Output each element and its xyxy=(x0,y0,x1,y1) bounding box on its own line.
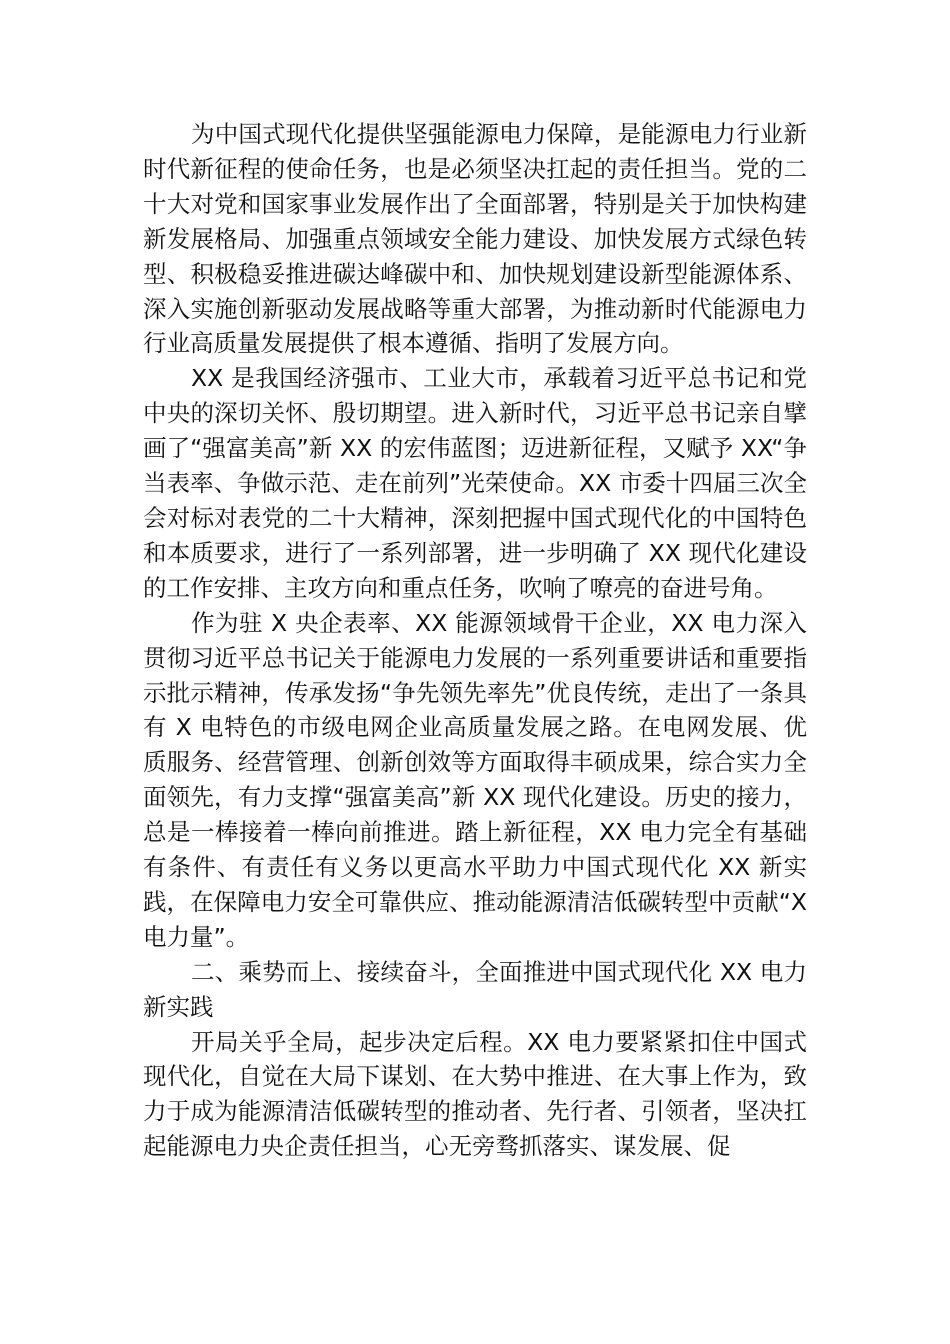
section-heading-two: 二、乘势而上、接续奋斗，全面推进中国式现代化 XX 电力新实践 xyxy=(143,957,807,1021)
paragraph-intro: 为中国式现代化提供坚强能源电力保障，是能源电力行业新时代新征程的使命任务，也是必须坚决扛起的责任担当。党的二十大对党和国家事业发展作出了全面部署，特别是关于加快构建新发展格局、加强重点领域安全能力建设、加快发展方式绿色转型、积极稳妥推进碳达峰碳中和、加快规划建设新型能源体系、深入实施创新驱动发展战略等重大部署，为推动新时代能源电力行业高质量发展提供了根本遵循、指明了发展方向。 xyxy=(143,120,807,358)
paragraph-company-achievements: 作为驻 X 央企表率、XX 能源领域骨干企业，XX 电力深入贯彻习近平总书记关于能源电力发展的一系列重要讲话和重要指示批示精神，传承发扬“争先领先率先”优良传统，走出了一条具有 X 电特色的市级电网企业高质量发展之路。在电网发展、优质服务、经营管理、创新创效等方面取得丰硕成果，综合实力全面领先，有力支撑“强富美高”新 XX 现代化建设。历史的接力，总是一棒接着一棒向前推进。踏上新征程，XX 电力完全有基础有条件、有责任有义务以更高水平助力中国式现代化 XX 新实践，在保障电力安全可靠供应、推动能源清洁低碳转型中贡献“X 电力量”。 xyxy=(143,608,807,951)
document-body xyxy=(143,117,807,1164)
paragraph-city-overview: XX 是我国经济强市、工业大市，承载着习近平总书记和党中央的深切关怀、殷切期望。进入新时代，习近平总书记亲自擘画了“强富美高”新 XX 的宏伟蓝图；迈进新征程，又赋予 XX“争当表率、争做示范、走在前列”光荣使命。XX 市委十四届三次全会对标对表党的二十大精神，深刻把握中国式现代化的中国特色和本质要求，进行了一系列部署，进一步明确了 XX 现代化建设的工作安排、主攻方向和重点任务，吹响了嘹亮的奋进号角。 xyxy=(143,364,807,602)
paragraph-new-practice: 开局关乎全局，起步决定后程。XX 电力要紧紧扣住中国式现代化，自觉在大局下谋划、在大势中推进、在大事上作为，致力于成为能源清洁低碳转型的推动者、先行者、引领者，坚决扛起能源电力央企责任担当，心无旁骛抓落实、谋发展、促 xyxy=(143,1027,807,1161)
